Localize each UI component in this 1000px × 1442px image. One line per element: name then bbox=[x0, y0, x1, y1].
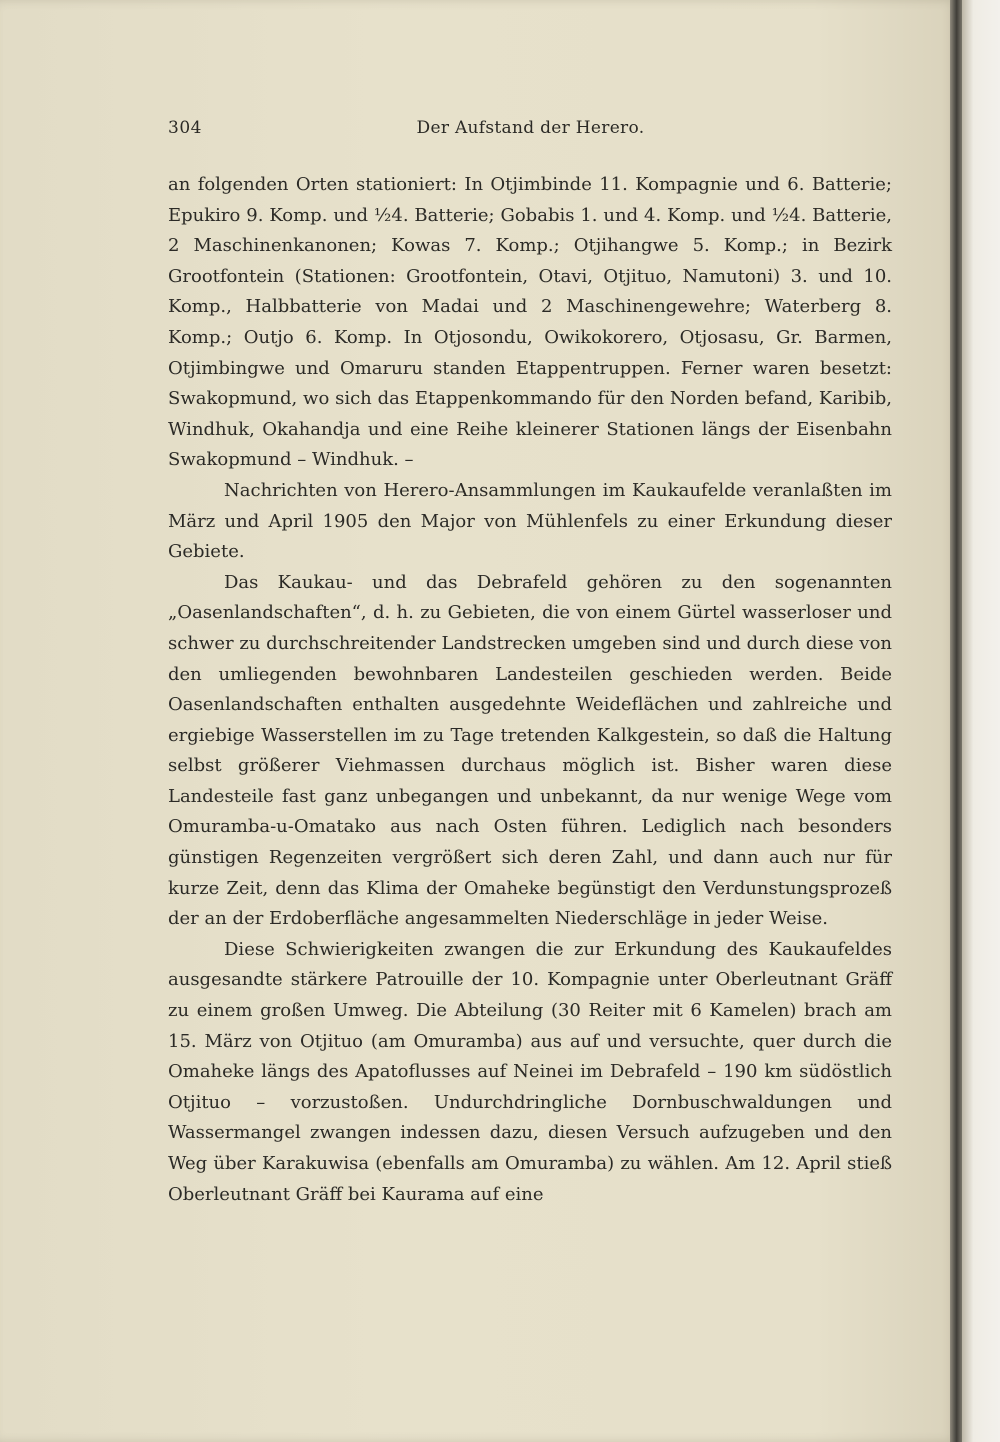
page-number: 304 bbox=[168, 118, 202, 138]
next-page-edge bbox=[962, 0, 1000, 1442]
book-binding bbox=[950, 0, 962, 1442]
paragraph-1: an folgenden Orten stationiert: In Otjimbinde 11. Kompagnie und 6. Batterie; Epukiro 9. Komp. und ½4. Batterie; Gobabis 1. und 4. Komp. und ½4. Batterie, 2 Maschinenkanonen; Kowas 7. Komp.; Otjihangwe 5. Komp.; in Bezirk Grootfontein (Stationen: Grootfontein, Otavi, Otjituo, Namutoni) 3. und 10. Komp., Halbbatterie von Madai und 2 Maschinengewehre; Waterberg 8. Komp.; Outjo 6. Komp. In Otjosondu, Owikokorero, Otjosasu, Gr. Barmen, Otjimbingwe und Omaruru standen Etappentruppen. Ferner waren besetzt: Swakopmund, wo sich das Etappenkommando für den Norden befand, Karibib, Windhuk, Okahandja und eine Reihe kleinerer Stationen längs der Eisenbahn Swakopmund – Windhuk. – bbox=[168, 174, 892, 471]
paragraph-3: Das Kaukau- und das Debrafeld gehören zu den sogenannten „Oasenlandschaften“, d. h. zu Gebieten, die von einem Gürtel wasserloser und schwer zu durchschreitender Landstrecken umgeben sind und durch diese von den umliegenden bewohnbaren Landesteilen geschieden werden. Beide Oasenlandschaften enthalten ausgedehnte Weideflächen und zahlreiche und ergiebige Wasserstellen im zu Tage tretenden Kalkgestein, so daß die Haltung selbst größerer Viehmassen durchaus möglich ist. Bisher waren diese Landesteile fast ganz unbegangen und unbekannt, da nur wenige Wege vom Omuramba-u-Omatako aus nach Osten führen. Lediglich nach besonders günstigen Regenzeiten vergrößert sich deren Zahl, und dann auch nur für kurze Zeit, denn das Klima der Omaheke begünstigt den Verdunstungsprozeß der an der Erdoberfläche angesammelten Niederschläge in jeder Weise. bbox=[168, 571, 892, 930]
paragraph-4: Diese Schwierigkeiten zwangen die zur Erkundung des Kaukaufeldes ausgesandte stärkere Patrouille der 10. Kompagnie unter Oberleutnant Gräff zu einem großen Umweg. Die Abteilung (30 Reiter mit 6 Kamelen) brach am 15. März von Otjituo (am Omuramba) aus auf und versuchte, quer durch die Omaheke längs des Apatoflusses auf Neinei im Debrafeld – 190 km südöstlich Otjituo – vorzustoßen. Undurchdringliche Dornbuschwaldungen und Wassermangel zwangen indessen dazu, diesen Versuch aufzugeben und den Weg über Karakuwisa (ebenfalls am Omuramba) zu wählen. Am 12. April stieß Oberleutnant Gräff bei Kaurama auf eine bbox=[168, 938, 892, 1205]
paragraph-2: Nachrichten von Herero-Ansammlungen im Kaukaufelde veranlaßten im März und April 1905 den Major von Mühlenfels zu einer Erkundung dieser Gebiete. bbox=[168, 479, 892, 563]
running-title: Der Aufstand der Herero. bbox=[416, 118, 645, 138]
page-header bbox=[168, 118, 893, 148]
body-text bbox=[168, 170, 892, 1210]
